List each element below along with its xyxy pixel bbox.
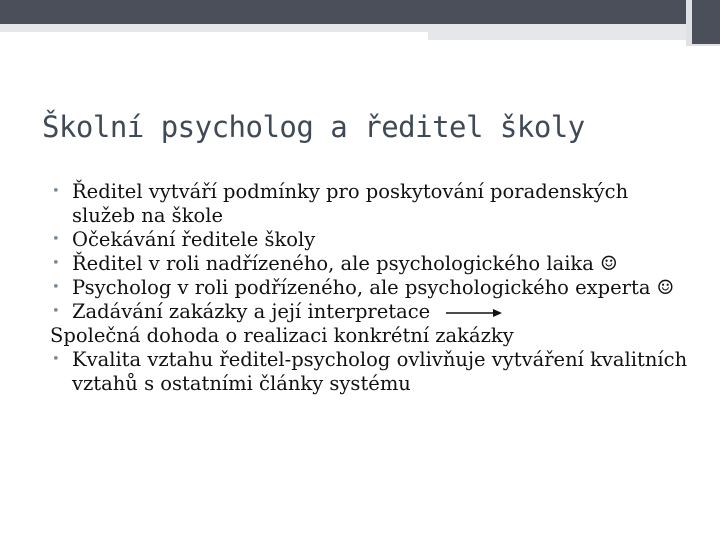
top-bar-strip	[428, 32, 720, 40]
bullet-icon: •	[52, 184, 60, 199]
slide-content	[52, 180, 692, 396]
list-item-text: Očekávání ředitele školy	[72, 228, 316, 251]
corner-decoration-inner	[692, 0, 720, 44]
plain-line: Společná dohoda o realizaci konkrétní zakázky	[50, 324, 514, 347]
bullet-icon: •	[52, 280, 60, 295]
list-item	[52, 300, 692, 324]
top-bar	[0, 0, 720, 24]
bullet-icon: •	[52, 232, 60, 247]
top-bar-light	[0, 24, 720, 32]
right-arrow-icon	[446, 307, 502, 319]
bullet-icon: •	[52, 256, 60, 271]
list-item-text: Ředitel v roli nadřízeného, ale psychologického laika ☺	[72, 252, 618, 275]
list-item	[52, 276, 692, 300]
slide-title: Školní psycholog a ředitel školy	[42, 110, 585, 144]
list-item	[52, 252, 692, 276]
list-item-text: Zadávání zakázky a její interpretace	[72, 300, 431, 323]
bullet-icon: •	[52, 304, 60, 319]
corner-decoration	[686, 0, 720, 46]
list-item	[52, 180, 692, 228]
bullet-list-1	[52, 180, 692, 324]
list-item-text: Psycholog v roli podřízeného, ale psychologického experta ☺	[72, 276, 675, 299]
list-item	[52, 228, 692, 252]
list-item	[52, 348, 692, 396]
list-item-text: Kvalita vztahu ředitel-psycholog ovlivňuje vytváření kvalitních vztahů s ostatními články systému	[72, 348, 688, 395]
bullet-icon: •	[52, 352, 60, 367]
bullet-list-2	[52, 348, 692, 396]
list-item-text: Ředitel vytváří podmínky pro poskytování poradenských služeb na škole	[72, 180, 629, 227]
